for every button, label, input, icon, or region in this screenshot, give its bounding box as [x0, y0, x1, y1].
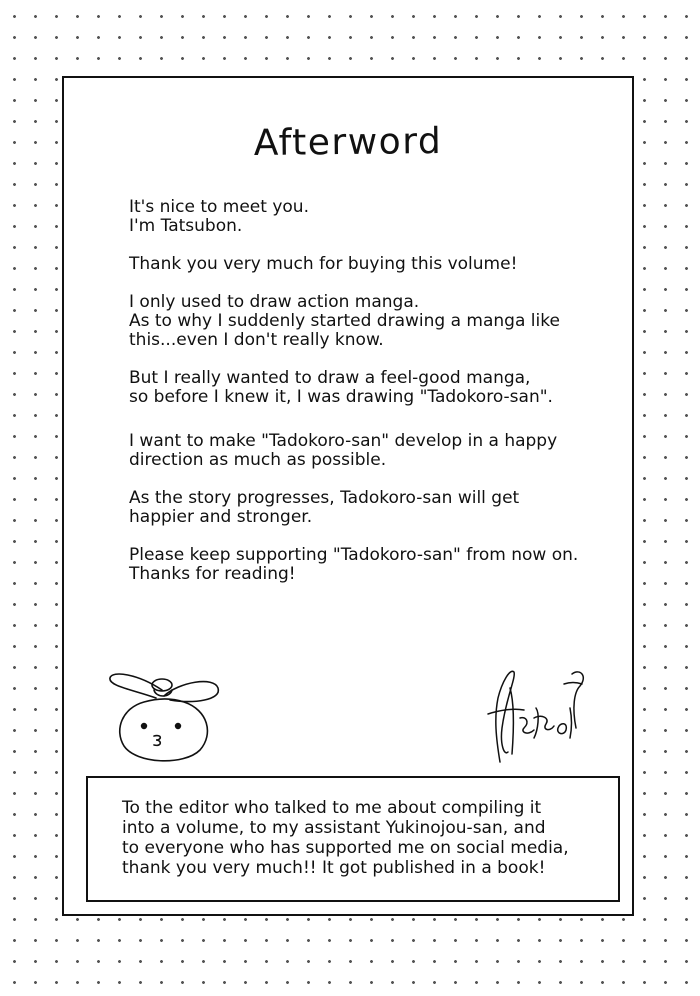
- thanks-message: To the editor who talked to me about compiling it into a volume, to my assistant Yukinojou-san, and to everyone who has supported me on social media, thank you very much!! It got published in a book!: [122, 798, 569, 878]
- signature-icon: [480, 658, 590, 768]
- afterword-frame: [62, 76, 634, 916]
- afterword-body: [129, 198, 609, 584]
- paragraph-action-manga: I only used to draw action manga. As to why I suddenly started drawing a manga like this...even I don't really know.: [129, 292, 560, 350]
- paragraph-story-progress: As the story progresses, Tadokoro-san will get happier and stronger.: [129, 488, 520, 527]
- paragraph-keep-supporting: Please keep supporting "Tadokoro-san" from now on. Thanks for reading!: [129, 545, 579, 584]
- rabbit-doodle-icon: [104, 668, 224, 768]
- thanks-box: [86, 776, 620, 902]
- paragraph-feel-good: But I really wanted to draw a feel-good manga, so before I knew it, I was drawing "Tadokoro-san".: [129, 368, 553, 407]
- paragraph-thanks: Thank you very much for buying this volume!: [129, 254, 518, 274]
- paragraph-happy-direction: I want to make "Tadokoro-san" develop in a happy direction as much as possible.: [129, 431, 558, 470]
- paragraph-greeting: It's nice to meet you. I'm Tatsubon.: [129, 197, 309, 236]
- page-title: Afterword: [253, 121, 443, 164]
